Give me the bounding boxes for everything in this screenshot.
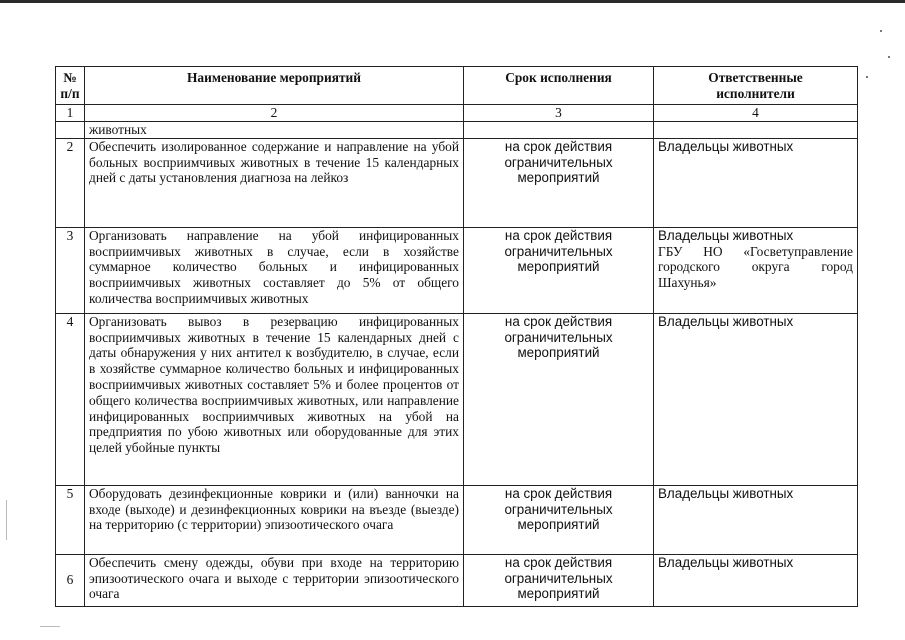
- header-name: Наименование мероприятий: [85, 67, 464, 105]
- row-measure-text: Обеспечить смену одежды, обуви при входе на территорию эпизоотического очага и выходе с территории эпизоотического очага: [85, 554, 464, 606]
- row-responsible: [654, 485, 858, 554]
- column-number-row: [56, 105, 858, 122]
- responsible-party: ГБУ НО «Госветуправление городского округа город Шахунья»: [658, 243, 853, 291]
- row-responsible: [654, 554, 858, 606]
- row-responsible: [654, 227, 858, 313]
- table-row: [56, 138, 858, 227]
- scan-speck: [880, 30, 882, 32]
- row-term: [464, 121, 654, 138]
- scan-speck: [40, 626, 60, 627]
- responsible-party: Владельцы животных: [658, 485, 794, 501]
- header-responsible: [654, 67, 858, 105]
- row-number: 4: [56, 313, 85, 485]
- responsible-party: Владельцы животных: [658, 554, 794, 570]
- scan-speck: [866, 76, 868, 78]
- continuation-row: [56, 121, 858, 138]
- row-number: 6: [56, 554, 85, 606]
- scan-speck: [6, 500, 7, 540]
- row-responsible: [654, 121, 858, 138]
- row-number: 5: [56, 485, 85, 554]
- row-measure-text: Организовать направление на убой инфицированных восприимчивых животных в случае, если в хозяйстве суммарное количество больных и инфицированных восприимчивых животных составляет до 5% от общего количества восприимчивых животных: [85, 227, 464, 313]
- row-term: на срок действия ограничительных мероприятий: [464, 485, 654, 554]
- row-number: [56, 121, 85, 138]
- scan-speck: [888, 56, 890, 58]
- scan-border-line: [0, 0, 905, 3]
- table-row: [56, 485, 858, 554]
- row-number: 3: [56, 227, 85, 313]
- row-term: на срок действия ограничительных мероприятий: [464, 138, 654, 227]
- measures-table: [55, 66, 858, 607]
- continuation-text: животных: [85, 121, 464, 138]
- row-measure-text: Оборудовать дезинфекционные коврики и (или) ванночки на входе (выходе) и дезинфекционных коврики на въезде (выезде) на территорию (с территории) эпизоотического очага: [85, 485, 464, 554]
- table-row: [56, 313, 858, 485]
- responsible-party: Владельцы животных: [658, 138, 794, 154]
- row-term: на срок действия ограничительных мероприятий: [464, 227, 654, 313]
- row-responsible: [654, 313, 858, 485]
- row-responsible: [654, 138, 858, 227]
- row-measure-text: Организовать вывоз в резервацию инфицированных восприимчивых животных в течение 15 календарных дней с даты обнаружения у них антител к возбудителю, в случае, если в хозяйстве суммарное количество больных и инфицированных восприимчивых животных составляет 5% и более процентов от общего количества восприимчивых животных, или направление инфицированных восприимчивых животных на убой на предприятия по убою животных или оборудованные для этих целей убойные пункты: [85, 313, 464, 485]
- column-number: 4: [654, 105, 858, 122]
- table-row: [56, 227, 858, 313]
- row-number: 2: [56, 138, 85, 227]
- column-number: 2: [85, 105, 464, 122]
- responsible-party: Владельцы животных: [658, 313, 794, 329]
- header-responsible-line1: Ответственные: [708, 70, 803, 85]
- header-term: Срок исполнения: [464, 67, 654, 105]
- responsible-party: Владельцы животных: [658, 227, 794, 243]
- row-term: на срок действия ограничительных мероприятий: [464, 554, 654, 606]
- header-num: № п/п: [56, 67, 85, 105]
- header-responsible-line2: исполнители: [716, 85, 795, 101]
- row-measure-text: Обеспечить изолированное содержание и направление на убой больных восприимчивых животных в течение 15 календарных дней с даты установления диагноза на лейкоз: [85, 138, 464, 227]
- row-term: на срок действия ограничительных мероприятий: [464, 313, 654, 485]
- column-number: 3: [464, 105, 654, 122]
- table-row: [56, 554, 858, 606]
- column-number: 1: [56, 105, 85, 122]
- header-row: [56, 67, 858, 105]
